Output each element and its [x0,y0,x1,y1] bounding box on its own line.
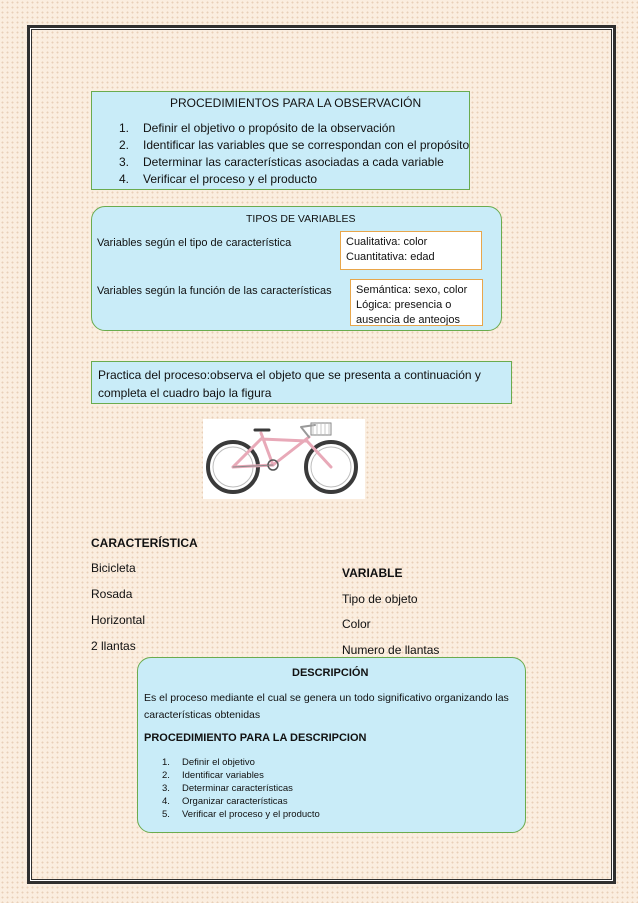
variable-types-title: TIPOS DE VARIABLES [246,213,356,225]
list-item: 3. Determinar las características asociadas a cada variable [119,155,444,169]
semantic-logic-box [350,279,483,326]
characteristic-item: Rosada [91,587,133,601]
characteristic-item: Bicicleta [91,561,136,575]
logic-value-cont: ausencia de anteojos [356,314,460,326]
description-steps [162,756,320,821]
practice-line1: Practica del proceso:observa el objeto que se presenta a continuación y [98,368,481,382]
variable-item: Tipo de objeto [342,592,418,606]
list-item: 3. Determinar características [162,783,293,794]
variable-item: Numero de llantas [342,643,440,657]
variable-item: Color [342,617,371,631]
practice-line2: completa el cuadro bajo la figura [98,386,272,400]
characteristic-item: 2 llantas [91,639,136,653]
list-item: 1. Definir el objetivo o propósito de la observación [119,121,396,135]
list-item: 4. Verificar el proceso y el producto [119,172,318,186]
quantitative-value: Cuantitativa: edad [346,251,435,263]
procedures-list [119,120,469,188]
qualitative-value: Cualitativa: color [346,236,428,248]
description-subtitle: PROCEDIMIENTO PARA LA DESCRIPCION [144,732,367,744]
qualitative-quantitative-box [340,231,482,270]
bicycle-image [203,419,365,499]
characteristic-item: Horizontal [91,613,146,627]
list-item: 5. Verificar el proceso y el producto [162,809,320,820]
description-text-line1: Es el proceso mediante el cual se genera un todo significativo organizando las [144,692,509,704]
list-item: 4. Organizar características [162,796,288,807]
description-text-line2: características obtenidas [144,709,261,721]
procedures-title: PROCEDIMIENTOS PARA LA OBSERVACIÓN [170,96,422,110]
characteristic-header: CARACTERÍSTICA [91,536,198,550]
list-item: 2. Identificar las variables que se correspondan con el propósito [119,138,470,152]
variable-type-row2-label: Variables según la función de las características [97,285,332,297]
list-item: 1. Definir el objetivo [162,757,255,768]
variable-header: VARIABLE [342,566,403,580]
semantic-value: Semántica: sexo, color [356,284,468,296]
list-item: 2. Identificar variables [162,770,264,781]
logic-value: Lógica: presencia o [356,299,452,311]
variable-type-row1-label: Variables según el tipo de característica [97,237,292,249]
description-title: DESCRIPCIÓN [292,667,369,679]
bicycle-icon [203,419,365,499]
